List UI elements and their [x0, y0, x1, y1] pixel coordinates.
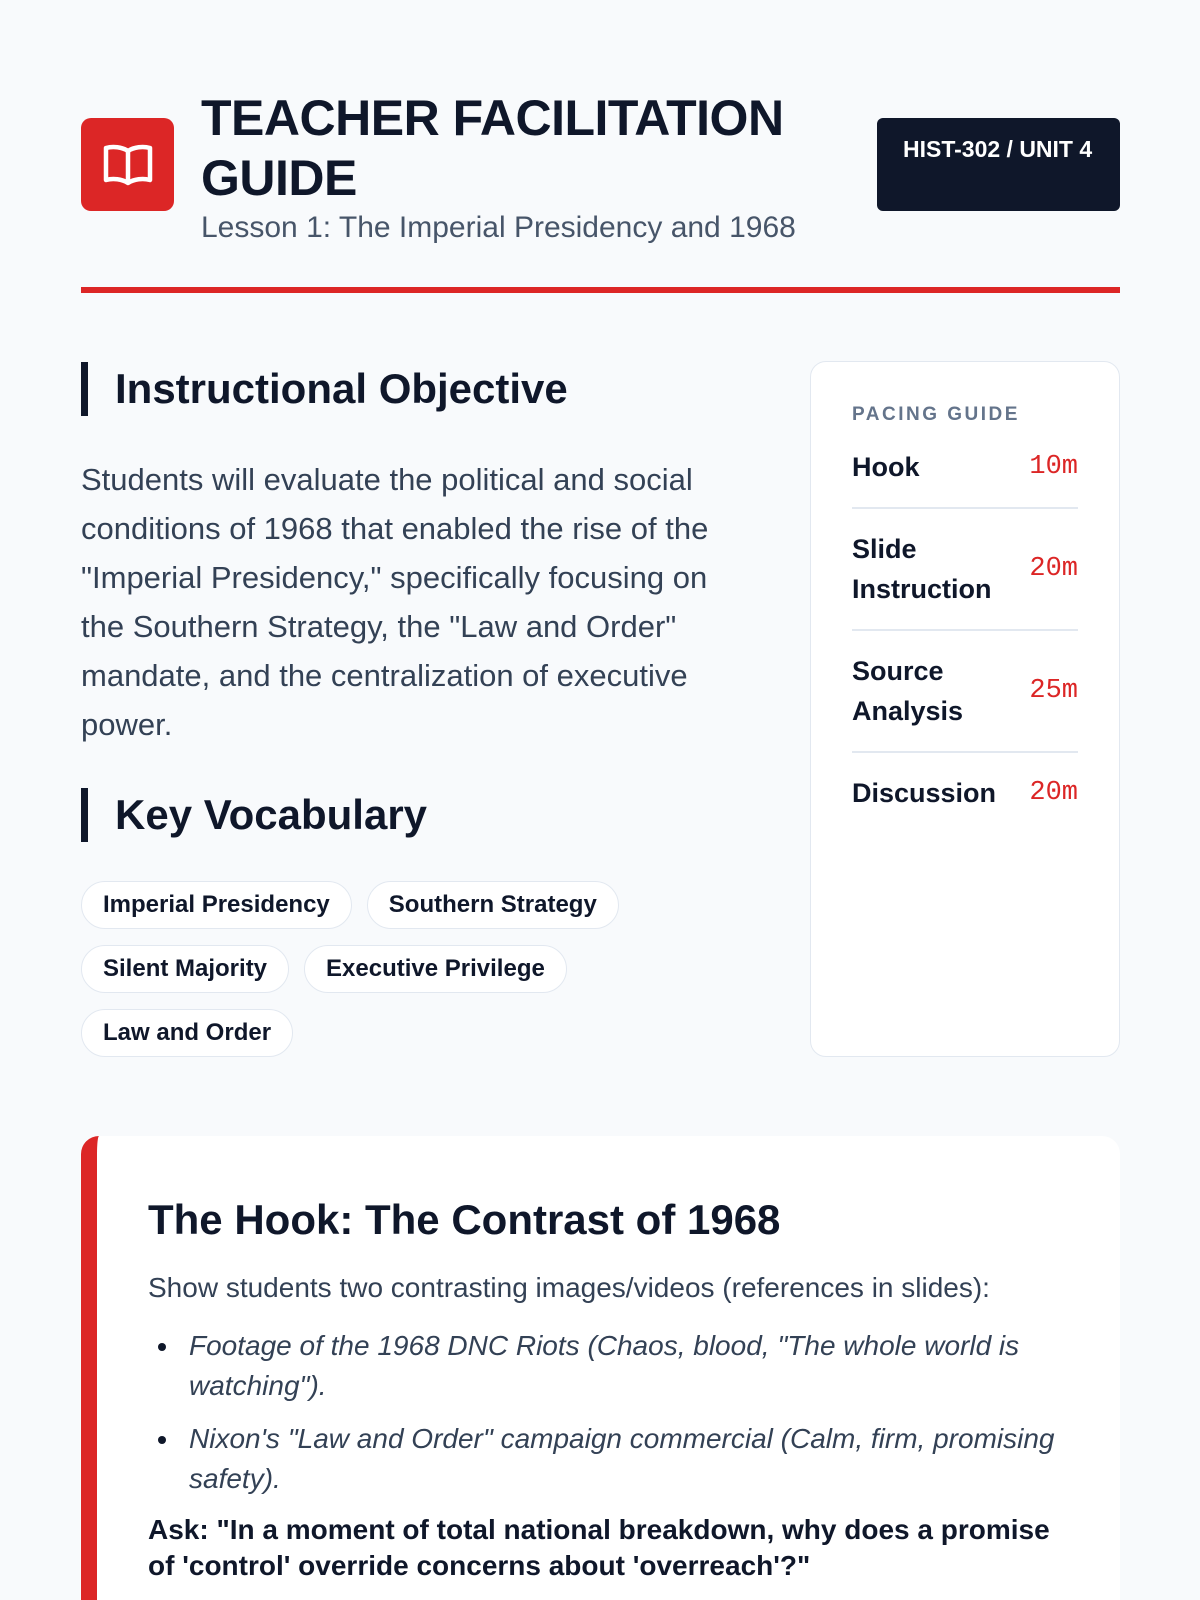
list-item-text: Nixon's "Law and Order" campaign commercial (Calm, firm, promising safety).: [189, 1423, 1055, 1494]
objective-heading: Instructional Objective: [81, 362, 568, 416]
hook-intro: Show students two contrasting images/videos (references in slides):: [148, 1272, 990, 1303]
pacing-guide-card: [810, 361, 1120, 1057]
vocabulary-heading: Key Vocabulary: [81, 788, 427, 842]
pacing-row: [852, 631, 1078, 753]
hook-question: Ask: "In a moment of total national breakdown, why does a promise of 'control' override concerns about 'overreach'?": [148, 1514, 1050, 1581]
hook-list: [148, 1326, 1070, 1499]
pacing-row: [852, 509, 1078, 631]
unit-badge: HIST-302 / UNIT 4: [877, 118, 1120, 211]
vocab-chip: Southern Strategy: [367, 881, 619, 929]
header-divider: [81, 287, 1120, 293]
pacing-row: [852, 753, 1078, 833]
bullet-icon: [158, 1436, 166, 1444]
list-item: [148, 1326, 1070, 1406]
pacing-time: 20m: [1029, 778, 1078, 808]
vocabulary-list: [81, 881, 741, 1057]
page-subtitle: Lesson 1: The Imperial Presidency and 1968: [201, 211, 796, 244]
hook-card: [81, 1136, 1120, 1600]
pacing-activity: Source Analysis: [852, 656, 964, 726]
bullet-icon: [158, 1343, 166, 1351]
list-item-text: Footage of the 1968 DNC Riots (Chaos, blood, "The whole world is watching").: [189, 1330, 1020, 1401]
objective-text: Students will evaluate the political and social conditions of 1968 that enabled the rise of the "Imperial Presidency," specifically focusing on the Southern Strategy, the "Law and Order" mandate, and the centralization of executive power.: [81, 462, 709, 742]
pacing-time: 10m: [1029, 452, 1078, 482]
pacing-activity: Slide Instruction: [852, 534, 992, 604]
hook-title: The Hook: The Contrast of 1968: [148, 1196, 781, 1243]
pacing-activity: Discussion: [852, 778, 997, 808]
pacing-time: 25m: [1029, 676, 1078, 706]
pacing-row: [852, 439, 1078, 509]
pacing-activity: Hook: [852, 452, 920, 482]
vocab-chip: Silent Majority: [81, 945, 289, 993]
page-title: TEACHER FACILITATION GUIDE: [201, 90, 784, 206]
vocab-chip: Executive Privilege: [304, 945, 567, 993]
logo: [81, 118, 174, 211]
list-item: [148, 1419, 1070, 1499]
open-book-icon: [102, 142, 154, 188]
pacing-guide-label: PACING GUIDE: [852, 404, 1020, 425]
pacing-time: 20m: [1029, 554, 1078, 584]
vocab-chip: Law and Order: [81, 1009, 293, 1057]
vocab-chip: Imperial Presidency: [81, 881, 352, 929]
page-header: [81, 88, 1120, 293]
